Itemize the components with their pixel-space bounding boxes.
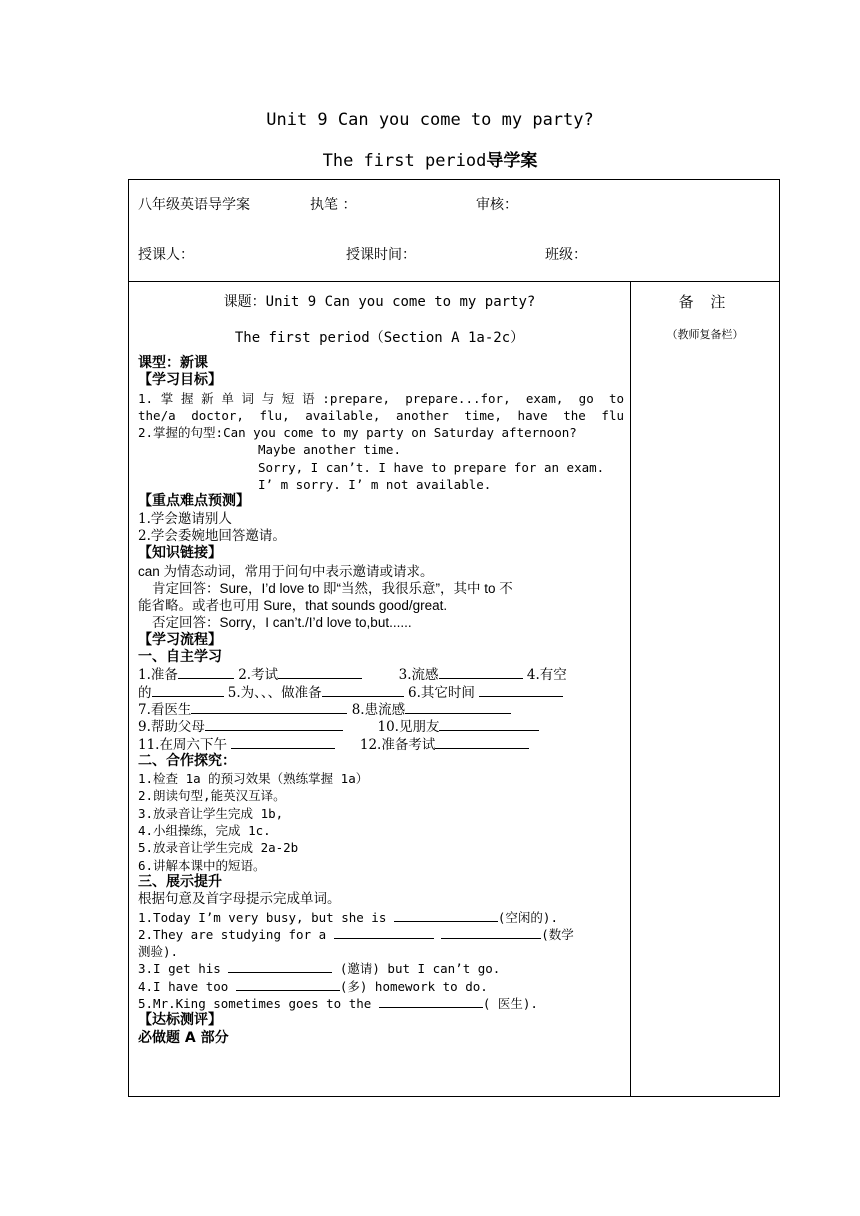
blank — [236, 978, 340, 991]
subtitle-en: The first period — [322, 151, 487, 171]
header-row-1 — [138, 194, 758, 214]
blank — [191, 701, 347, 714]
show-heading: 三、展示提升 — [138, 873, 222, 890]
vocab-row-5 — [138, 736, 624, 753]
show-5-hint: ( 医生). — [482, 995, 538, 1011]
goals-heading: 【学习目标】 — [138, 372, 222, 389]
link-2: 肯定回答：Sure，I’d love to 即“当然，我很乐意”，其中 to 不 — [152, 580, 513, 596]
vocab-11: 11.在周六下午 — [138, 736, 227, 753]
worksheet-table — [128, 179, 780, 1097]
topic-label: 课题： — [223, 294, 266, 310]
subtitle-cn: 导学案 — [486, 151, 538, 171]
self-study-heading: 一、自主学习 — [138, 649, 222, 666]
show-2 — [138, 926, 624, 943]
show-4-text: 4.I have too — [138, 978, 229, 994]
header-row-2 — [138, 244, 758, 264]
blank — [322, 684, 404, 697]
header-section — [129, 180, 779, 282]
vocab-7: 7.看医生 — [138, 701, 192, 718]
notes-subheading: （教师复备栏） — [666, 328, 744, 341]
goal-2: 2.掌握的句型:Can you come to my party on Saturday afternoon? — [138, 425, 577, 441]
vocab-1: 1.准备 — [138, 667, 178, 684]
vocab-5: 5.为、、、做准备 — [227, 684, 322, 701]
goal-2b: Maybe another time. — [258, 442, 401, 458]
coop-6: 6.讲解本课中的短语。 — [138, 857, 266, 873]
flow-heading: 【学习流程】 — [138, 631, 222, 648]
page-title: Unit 9 Can you come to my party? — [266, 110, 594, 130]
teacher-label: 授课人： — [138, 247, 194, 263]
show-3-text: 3.I get his — [138, 961, 221, 977]
key-heading: 【重点难点预测】 — [138, 493, 250, 510]
vocab-row-2 — [138, 684, 624, 701]
vocab-10: 10.见朋友 — [377, 719, 440, 736]
blank — [152, 684, 224, 697]
reviewer-label: 审核： — [476, 197, 518, 213]
show-2-hint: (数学 — [541, 926, 574, 942]
time-label: 授课时间： — [346, 247, 416, 263]
link-heading: 【知识链接】 — [138, 545, 222, 562]
key-1: 1.学会邀请别人 — [138, 510, 232, 527]
key-2: 2.学会委婉地回答邀请。 — [138, 527, 286, 544]
lesson-period: The first period（Section A 1a-2c） — [234, 330, 525, 346]
vocab-row-4 — [138, 718, 624, 735]
must-do-heading: 必做题 A 部分 — [138, 1029, 229, 1046]
notes-heading: 备 注 — [678, 293, 732, 311]
blank — [439, 718, 539, 731]
coop-heading: 二、合作探究： — [138, 752, 236, 769]
show-1-hint: (空闲的). — [497, 909, 558, 925]
vocab-row-1 — [138, 666, 624, 683]
topic-text: Unit 9 Can you come to my party? — [265, 294, 536, 310]
blank — [439, 666, 523, 679]
show-3-hint: (邀请) but I can’t go. — [339, 961, 501, 977]
vocab-12: 12.准备考试 — [359, 736, 436, 753]
blank — [205, 718, 343, 731]
test-heading: 【达标测评】 — [138, 1012, 222, 1029]
lesson-topic — [129, 291, 630, 311]
main-content-cell — [129, 281, 631, 1096]
blank — [278, 666, 362, 679]
vocab-3: 3.流感 — [398, 667, 439, 684]
blank — [394, 909, 498, 922]
show-2-cont: 测验). — [138, 944, 179, 960]
show-5 — [138, 995, 624, 1012]
coop-4: 4.小组操练，完成 1c. — [138, 823, 271, 839]
coop-2: 2.朗读句型,能英汉互译。 — [138, 788, 286, 804]
link-3: 能省略。或者也可用 Sure，that sounds good/great. — [138, 598, 448, 614]
blank — [379, 995, 483, 1008]
link-4: 否定回答：Sorry，I can’t./I’d love to,but...... — [152, 615, 412, 631]
grade-label: 八年级英语导学案 — [138, 197, 250, 213]
show-4-hint: (多) homework to do. — [339, 978, 488, 994]
page-subtitle — [0, 146, 860, 171]
blank — [435, 736, 529, 749]
show-4 — [138, 978, 624, 995]
blank — [228, 960, 332, 973]
show-1 — [138, 909, 624, 926]
blank — [231, 736, 335, 749]
lesson-content — [138, 355, 624, 1047]
coop-1: 1.检查 1a 的预习效果（熟练掌握 1a） — [138, 771, 369, 787]
show-3 — [138, 960, 624, 977]
vocab-row-3 — [138, 701, 624, 718]
vocab-4-cont: 的 — [138, 684, 152, 701]
goal-1a: 1.掌握新单词与短语:prepare, prepare...for, exam, go to — [138, 390, 624, 406]
vocab-8: 8.患流感 — [351, 701, 406, 718]
vocab-4: 4.有空 — [526, 667, 567, 684]
coop-3: 3.放录音让学生完成 1b, — [138, 805, 284, 821]
lesson-type: 课型：新课 — [138, 355, 208, 371]
vocab-2: 2.考试 — [238, 667, 279, 684]
blank — [178, 666, 234, 679]
coop-5: 5.放录音让学生完成 2a-2b — [138, 840, 299, 856]
class-label: 班级： — [545, 247, 587, 263]
goal-2c: Sorry, I can’t. I have to prepare for an exam. — [258, 459, 605, 475]
blank — [405, 701, 511, 714]
vocab-9: 9.帮助父母 — [138, 719, 205, 736]
show-1-text: 1.Today I’m very busy, but she is — [138, 909, 387, 925]
show-instruction: 根据句意及首字母提示完成单词。 — [138, 891, 341, 908]
teacher-notes-cell — [631, 281, 779, 1096]
blank — [441, 926, 541, 939]
blank — [479, 684, 563, 697]
goal-2d: I’ m sorry. I’ m not available. — [258, 477, 492, 493]
show-5-text: 5.Mr.King sometimes goes to the — [138, 995, 372, 1011]
blank — [334, 926, 434, 939]
link-1: can 为情态动词，常用于问句中表示邀请或请求。 — [138, 563, 434, 579]
writer-label: 执笔 ： — [310, 197, 357, 213]
goal-1b: the/a doctor, flu, available, another time, have the flu — [138, 407, 624, 423]
vocab-6: 6.其它时间 — [407, 684, 475, 701]
show-2-text: 2.They are studying for a — [138, 926, 327, 942]
